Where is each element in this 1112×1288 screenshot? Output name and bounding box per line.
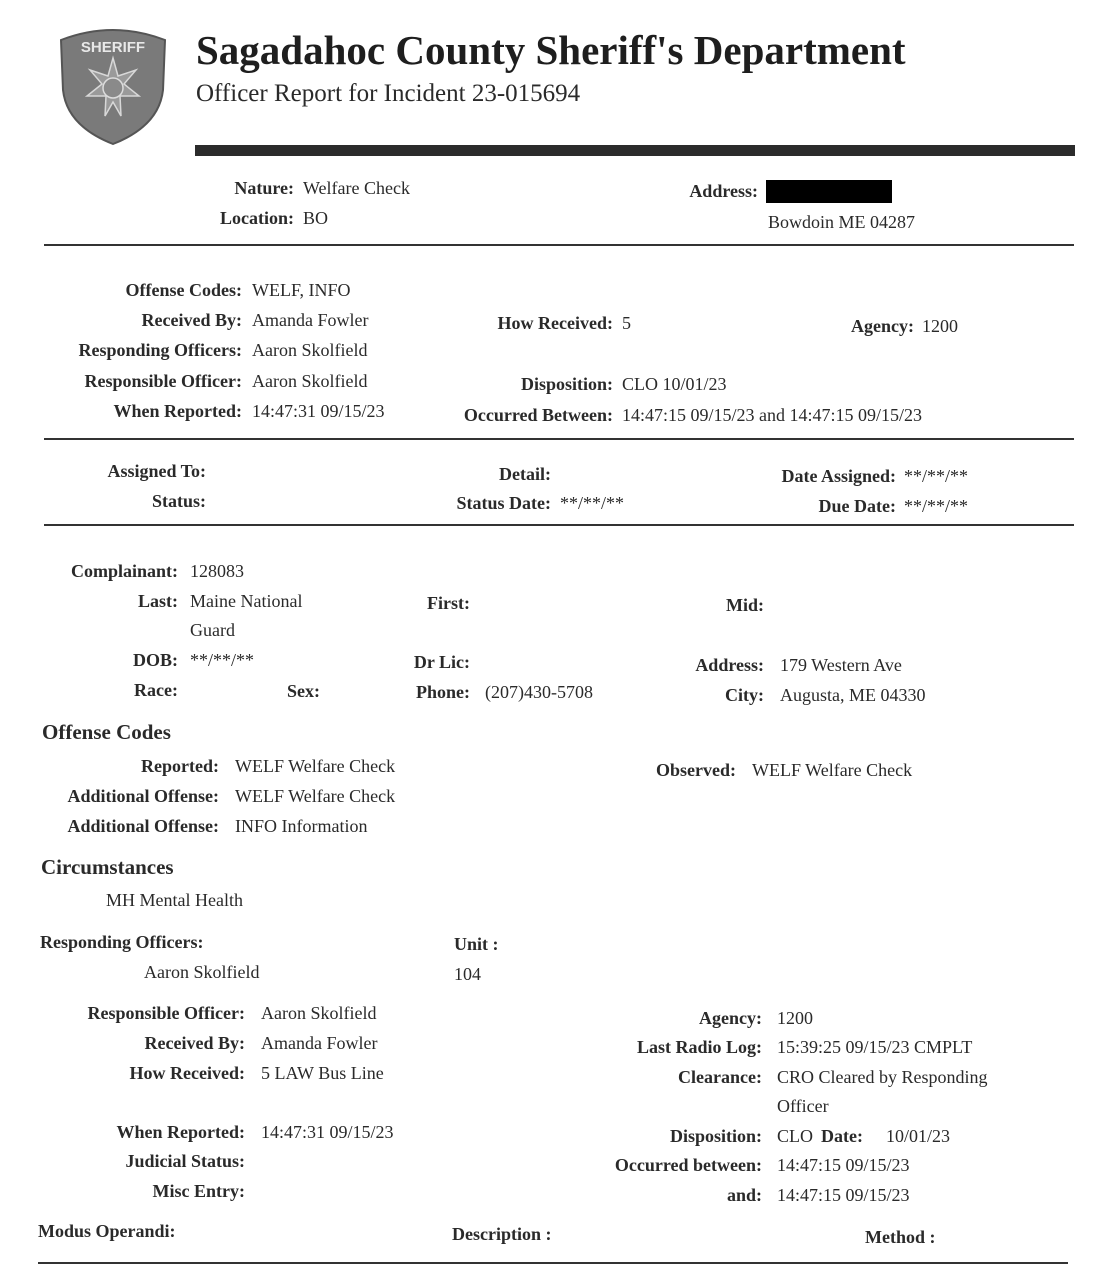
offense-codes-heading: Offense Codes	[42, 720, 171, 744]
circumstances-heading: Circumstances	[41, 855, 174, 879]
location-label: Location:	[220, 208, 294, 228]
complainant-address-value: 179 Western Ave	[780, 655, 902, 675]
when-reported-label: When Reported:	[113, 401, 242, 421]
modus-operandi-label: Modus Operandi:	[38, 1221, 176, 1241]
additional-offense-value-1: WELF Welfare Check	[235, 786, 396, 806]
observed-value: WELF Welfare Check	[752, 760, 913, 780]
race-label: Race:	[134, 680, 178, 700]
first-label: First:	[427, 593, 470, 613]
divider	[44, 438, 1074, 440]
page-subtitle: Officer Report for Incident 23-015694	[196, 80, 581, 107]
address-label: Address:	[689, 181, 758, 201]
sex-label: Sex:	[287, 681, 320, 701]
detail-label: Detail:	[499, 464, 551, 484]
circumstances-value: MH Mental Health	[106, 890, 243, 910]
clearance-label: Clearance:	[678, 1067, 762, 1087]
disposition-label-2: Disposition:	[669, 1126, 762, 1146]
how-received-label: How Received:	[497, 313, 613, 333]
nature-label: Nature:	[234, 178, 294, 198]
responsible-officer-value: Aaron Skolfield	[252, 371, 368, 391]
address-city: Bowdoin ME 04287	[768, 212, 916, 232]
status-label: Status:	[151, 491, 206, 511]
reported-label: Reported:	[141, 756, 219, 776]
agency-label-2: Agency:	[699, 1008, 762, 1028]
additional-offense-label-2: Additional Offense:	[67, 816, 219, 836]
how-received-value: 5	[622, 313, 631, 333]
responding-officers-label-2: Responding Officers:	[40, 932, 204, 952]
how-received-label-2: How Received:	[129, 1063, 245, 1083]
offense-codes-label: Offense Codes:	[125, 280, 242, 300]
dob-value: **/**/**	[190, 650, 255, 670]
phone-value: (207)430-5708	[485, 682, 593, 702]
complainant-address-label: Address:	[695, 655, 764, 675]
date-assigned-value: **/**/**	[904, 466, 969, 486]
offense-codes-value: WELF, INFO	[252, 280, 351, 300]
nature-value: Welfare Check	[303, 178, 410, 198]
occurred-between-label: Occurred Between:	[463, 405, 613, 425]
clearance-value-line2: Officer	[777, 1096, 829, 1116]
last-label: Last:	[138, 591, 178, 611]
divider	[44, 244, 1074, 246]
responding-officers-value: Aaron Skolfield	[252, 340, 368, 360]
date-assigned-label: Date Assigned:	[781, 466, 896, 486]
received-by-value-2: Amanda Fowler	[261, 1033, 378, 1053]
responsible-officer-label: Responsible Officer:	[84, 371, 242, 391]
occurred-between-value: 14:47:15 09/15/23 and 14:47:15 09/15/23	[622, 405, 922, 425]
status-date-value: **/**/**	[560, 493, 625, 513]
misc-entry-label: Misc Entry:	[152, 1181, 245, 1201]
mid-label: Mid:	[726, 595, 764, 615]
redacted-address	[766, 180, 892, 203]
complainant-value: 128083	[190, 561, 244, 581]
assigned-to-label: Assigned To:	[107, 461, 206, 481]
location-value: BO	[303, 208, 329, 228]
clearance-value-line1: CRO Cleared by Responding	[777, 1067, 988, 1087]
additional-offense-value-2: INFO Information	[235, 816, 368, 836]
received-by-label: Received By:	[141, 310, 242, 330]
due-date-label: Due Date:	[818, 496, 896, 516]
when-reported-label-2: When Reported:	[116, 1122, 245, 1142]
disposition-label: Disposition:	[520, 374, 613, 394]
responsible-officer-value-2: Aaron Skolfield	[261, 1003, 377, 1023]
date-value: 10/01/23	[886, 1126, 951, 1146]
observed-label: Observed:	[656, 760, 736, 780]
date-label: Date:	[821, 1126, 863, 1146]
agency-value-2: 1200	[777, 1008, 813, 1028]
divider	[38, 1262, 1068, 1264]
and-label: and:	[726, 1185, 762, 1205]
dr-lic-label: Dr Lic:	[413, 652, 470, 672]
city-label: City:	[725, 685, 764, 705]
occurred-between-value-2: 14:47:15 09/15/23	[777, 1155, 910, 1175]
received-by-label-2: Received By:	[144, 1033, 245, 1053]
and-value: 14:47:15 09/15/23	[777, 1185, 910, 1205]
when-reported-value-2: 14:47:31 09/15/23	[261, 1122, 394, 1142]
divider	[44, 524, 1074, 526]
due-date-value: **/**/**	[904, 496, 969, 516]
complainant-label: Complainant:	[70, 561, 178, 581]
header-rule	[195, 145, 1075, 156]
last-radio-log-value: 15:39:25 09/15/23 CMPLT	[777, 1037, 973, 1057]
agency-label: Agency:	[851, 316, 914, 336]
phone-label: Phone:	[416, 682, 470, 702]
disposition-value: CLO 10/01/23	[622, 374, 727, 394]
sheriff-badge-icon	[55, 26, 171, 148]
responding-officers-value-2: Aaron Skolfield	[144, 962, 260, 982]
last-value-line1: Maine National	[190, 591, 303, 611]
how-received-value-2: 5 LAW Bus Line	[261, 1063, 384, 1083]
badge-text: SHERIFF	[80, 39, 146, 56]
unit-label: Unit :	[454, 934, 499, 954]
occurred-between-label-2: Occurred between:	[614, 1155, 762, 1175]
additional-offense-label-1: Additional Offense:	[67, 786, 219, 806]
page-title: Sagadahoc County Sheriff's Department	[196, 27, 906, 73]
disposition-value-2: CLO	[777, 1126, 813, 1146]
reported-value: WELF Welfare Check	[235, 756, 396, 776]
last-value-line2: Guard	[190, 620, 235, 640]
when-reported-value: 14:47:31 09/15/23	[252, 401, 385, 421]
received-by-value: Amanda Fowler	[252, 310, 369, 330]
status-date-label: Status Date:	[456, 493, 551, 513]
description-label: Description :	[452, 1224, 552, 1244]
method-label: Method :	[865, 1227, 936, 1247]
responsible-officer-label-2: Responsible Officer:	[87, 1003, 245, 1023]
last-radio-log-label: Last Radio Log:	[636, 1037, 762, 1057]
judicial-status-label: Judicial Status:	[125, 1151, 245, 1171]
unit-value: 104	[454, 964, 481, 984]
agency-value: 1200	[922, 316, 958, 336]
dob-label: DOB:	[133, 650, 178, 670]
city-value: Augusta, ME 04330	[780, 685, 926, 705]
responding-officers-label: Responding Officers:	[78, 340, 242, 360]
